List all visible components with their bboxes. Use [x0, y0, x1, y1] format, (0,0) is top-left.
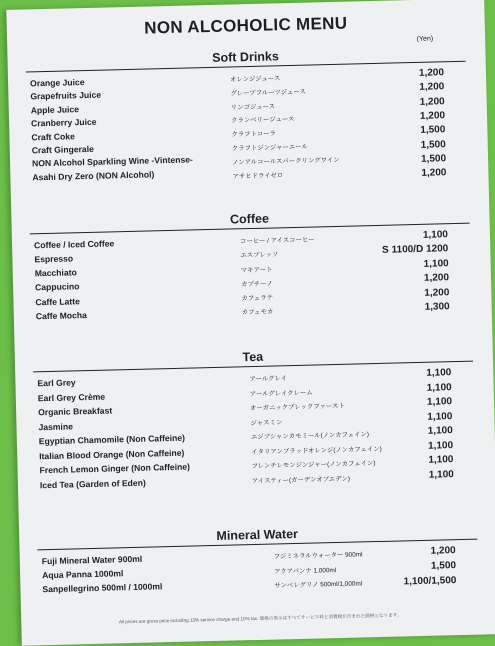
item-name: Coffee / Iced Coffee [33, 238, 115, 251]
section-heading: Coffee [29, 207, 469, 235]
item-name: Craft Gingerale [31, 143, 94, 156]
item-name-japanese: クランベリージュース [231, 116, 295, 125]
item-price: 1,100 [422, 229, 449, 241]
item-price: 1,100 [428, 454, 454, 466]
item-name: Egyptian Chamomile (Non Caffeine) [38, 432, 186, 447]
menu-item [28, 169, 468, 194]
item-name: Craft Coke [31, 130, 75, 142]
item-price: 1,200 [418, 67, 445, 79]
item-name: Aqua Panna 1000ml [42, 568, 124, 581]
item-price: 1,100 [426, 396, 453, 408]
item-name: Earl Grey [37, 377, 76, 389]
item-name-japanese: リンゴジュース [230, 103, 276, 112]
item-name-japanese: クラフトジンジャーエール [231, 143, 308, 153]
item-name: French Lemon Ginger (Non Caffeine) [39, 461, 191, 476]
item-price: 1,500 [420, 153, 447, 165]
item-name: Organic Breakfast [38, 405, 113, 418]
yen-label: (Yen) [416, 35, 434, 43]
item-name-japanese: サンペレグリノ 500ml/1,000ml [274, 580, 363, 590]
item-name-japanese: アールグレイ [249, 375, 288, 384]
item-price: 1,500 [420, 124, 446, 137]
item-price: 1,100/1,500 [403, 574, 457, 588]
item-name: Fuji Mineral Water 900ml [41, 553, 143, 567]
item-name: Apple Juice [30, 104, 80, 116]
footnote: All prices are gross price including 13% service charge and 10% tax. 価格の表示はすべてサービス料と消費税が含まれた価格となります。 [118, 612, 402, 625]
item-name-japanese: エスプレッソ [240, 251, 279, 260]
item-name: Sanpellegrino 500ml / 1000ml [42, 581, 163, 595]
item-name-japanese: フジミネラルウォーター 900ml [273, 551, 363, 561]
item-name: Iced Tea (Garden of Eden) [39, 477, 146, 490]
item-name: Grapefruits Juice [30, 90, 102, 102]
item-price: S 1100/D 1200 [381, 243, 449, 257]
item-name-japanese: ジャスミン [250, 418, 283, 427]
item-price: 1,300 [424, 301, 450, 314]
item-name: Jasmine [38, 420, 74, 432]
item-name: Caffe Mocha [35, 309, 87, 322]
item-name-japanese: グレープフルーツジュース [230, 88, 306, 98]
item-name-japanese: カフェラテ [241, 294, 274, 303]
item-price: 1,100 [426, 381, 452, 394]
section-soft-drinks [25, 45, 468, 195]
item-name: Espresso [34, 253, 74, 265]
item-name-japanese: クラフトコーラ [231, 130, 276, 139]
menu-title: NON ALCOHOLIC MENU [144, 13, 348, 38]
item-name-japanese: アールグレイクレーム [249, 389, 313, 398]
item-price: 1,500 [420, 138, 446, 151]
item-name: NON Alcohol Sparkling Wine -Vintense- [31, 154, 193, 169]
item-name-japanese: アクアパンナ 1,000ml [274, 566, 337, 576]
item-name-japanese: カフェモカ [241, 308, 274, 317]
item-name: Caffe Latte [35, 295, 80, 307]
item-name-japanese: アイスティー(ガーデンオブエデン) [251, 475, 351, 485]
item-price: 1,200 [421, 167, 447, 180]
section-tea [33, 345, 476, 495]
item-price: 1,100 [426, 367, 452, 379]
item-name-japanese: カプチーノ [240, 280, 273, 289]
item-name: Earl Grey Crème [37, 391, 106, 403]
item-name-japanese: ノンアルコールスパークリングワイン [232, 156, 340, 167]
item-name-japanese: マキアート [240, 266, 273, 274]
section-coffee [29, 207, 472, 328]
item-name: Macchiato [34, 267, 77, 279]
item-price: 1,200 [419, 95, 445, 108]
item-name-japanese: コーヒー / アイスコーヒー [239, 236, 315, 246]
item-name-japanese: オレンジジュース [229, 75, 281, 84]
item-price: 1,200 [419, 81, 445, 94]
item-name: Orange Juice [29, 77, 85, 89]
item-price: 1,200 [423, 272, 450, 285]
section-mineral-water [37, 523, 478, 600]
menu-page [6, 0, 495, 646]
item-price: 1,500 [430, 559, 457, 572]
item-name: Italian Blood Orange (Non Caffeine) [39, 447, 185, 461]
item-name-japanese: オーガニックブレックファースト [250, 402, 345, 413]
item-name-japanese: フレンチレモンジンジャー(ノンカフェイン) [251, 460, 376, 471]
item-name-japanese: エジプシャンカモミール(ノンカフェイン) [250, 431, 370, 442]
section-heading: Mineral Water [37, 523, 477, 551]
item-name: Asahi Dry Zero (NON Alcohol) [32, 169, 155, 183]
item-price: 1,100 [427, 410, 453, 423]
item-name-japanese: イタリアンブラッドオレンジ(ノンカフェイン) [251, 445, 382, 456]
item-price: 1,100 [427, 439, 454, 452]
section-heading: Tea [33, 345, 473, 373]
item-price: 1,200 [419, 110, 446, 122]
item-name: Cranberry Juice [30, 116, 97, 129]
item-price: 1,100 [428, 468, 454, 481]
item-name-japanese: アサヒドライゼロ [232, 171, 284, 181]
item-price: 1,200 [430, 545, 456, 557]
item-price: 1,100 [423, 258, 449, 270]
item-price: 1,100 [427, 425, 453, 437]
section-heading: Soft Drinks [25, 45, 465, 73]
item-name: Cappucino [34, 281, 80, 293]
item-price: 1,200 [424, 287, 450, 299]
